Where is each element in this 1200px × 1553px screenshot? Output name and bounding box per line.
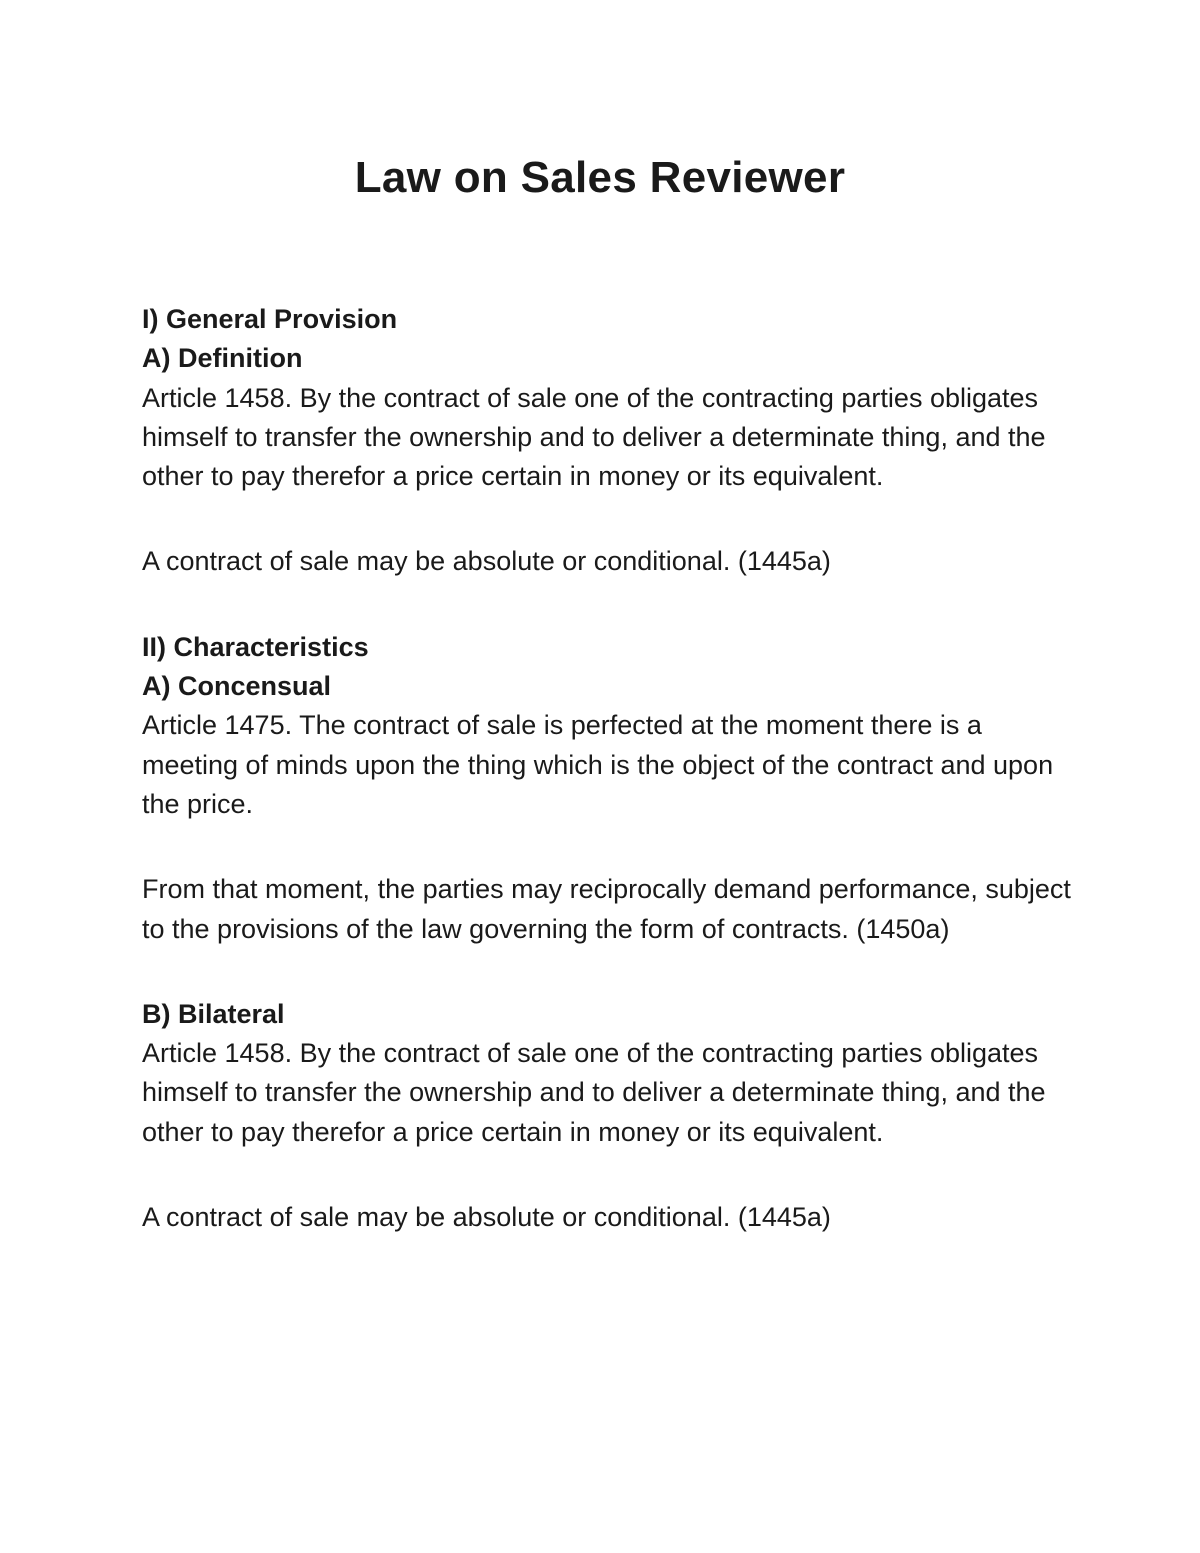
page-title: Law on Sales Reviewer	[354, 153, 846, 202]
spacer	[142, 582, 1072, 628]
document-body	[142, 300, 1072, 1237]
section-heading-characteristics: II) Characteristics	[142, 631, 369, 662]
paragraph-reciprocal-performance: From that moment, the parties may reciprocally demand performance, subject to the provisions of the law governing the form of contracts. (1450a)	[142, 874, 1071, 944]
subsection-heading-definition: A) Definition	[142, 343, 303, 374]
spacer	[142, 496, 1072, 542]
paragraph-absolute-conditional-repeat: A contract of sale may be absolute or conditional. (1445a)	[142, 1202, 831, 1233]
spacer	[142, 1152, 1072, 1198]
section-heading-general-provision: I) General Provision	[142, 304, 398, 334]
paragraph-article-1475: Article 1475. The contract of sale is perfected at the moment there is a meeting of minds upon the thing which is the object of the contract and upon the price.	[142, 710, 1054, 819]
subsection-heading-bilateral: B) Bilateral	[142, 998, 285, 1029]
paragraph-article-1458-repeat: Article 1458. By the contract of sale one of the contracting parties obligates himself to transfer the ownership and to deliver a determinate thing, and the other to pay therefor a price certain in money or its equivalent.	[142, 1038, 1046, 1147]
spacer	[142, 949, 1072, 995]
paragraph-absolute-conditional: A contract of sale may be absolute or conditional. (1445a)	[142, 546, 831, 577]
subsection-heading-concensual: A) Concensual	[142, 671, 332, 702]
paragraph-article-1458: Article 1458. By the contract of sale one of the contracting parties obligates himself to transfer the ownership and to deliver a determinate thing, and the other to pay therefor a price certain in money or its equivalent.	[142, 382, 1046, 492]
spacer	[142, 824, 1072, 870]
